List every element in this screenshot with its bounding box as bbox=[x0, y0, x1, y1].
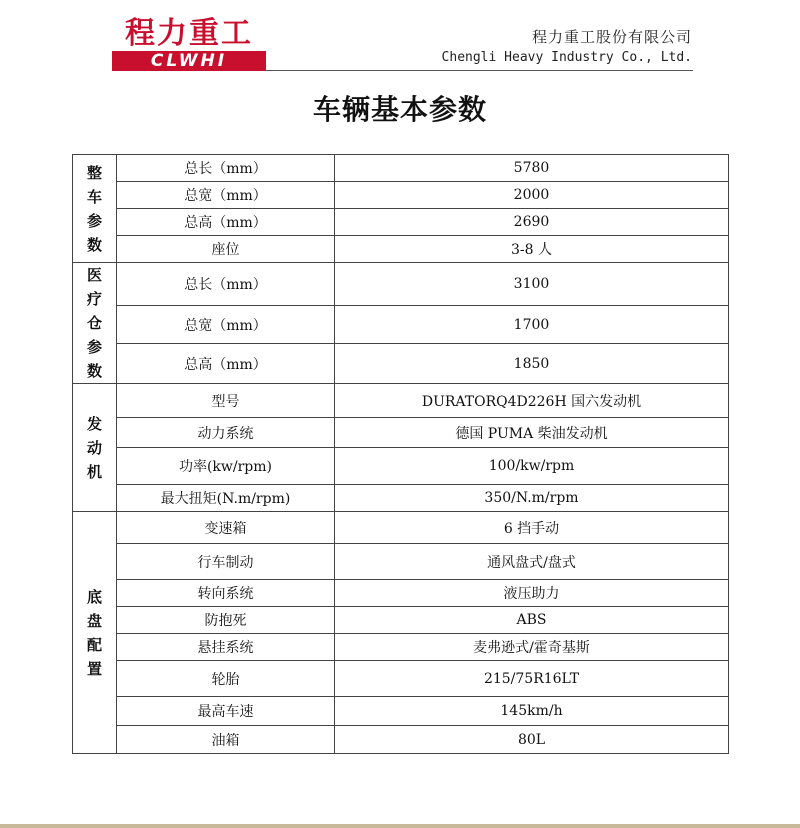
category-cell: 发动机 bbox=[73, 384, 117, 512]
param-value: DURATORQ4D226H 国六发动机 bbox=[335, 384, 729, 418]
param-label: 转向系统 bbox=[117, 580, 335, 607]
param-value: 麦弗逊式/霍奇基斯 bbox=[335, 634, 729, 661]
table-row bbox=[73, 344, 729, 384]
param-label: 动力系统 bbox=[117, 418, 335, 448]
table-row bbox=[73, 155, 729, 182]
param-label: 总高（mm） bbox=[117, 209, 335, 236]
param-value: 1850 bbox=[335, 344, 729, 384]
param-value: 3100 bbox=[335, 263, 729, 306]
category-cell: 底盘配置 bbox=[73, 512, 117, 754]
param-label: 轮胎 bbox=[117, 661, 335, 697]
table-row bbox=[73, 306, 729, 344]
param-value: 145km/h bbox=[335, 697, 729, 726]
param-value: 通风盘式/盘式 bbox=[335, 544, 729, 580]
table-row bbox=[73, 544, 729, 580]
param-value: 80L bbox=[335, 726, 729, 754]
spec-table bbox=[72, 154, 729, 754]
bottom-border-strip bbox=[0, 824, 800, 828]
table-row bbox=[73, 418, 729, 448]
table-row bbox=[73, 448, 729, 485]
category-cell: 医疗仓参数 bbox=[73, 263, 117, 384]
logo-chinese-text: 程力重工 bbox=[125, 16, 253, 51]
param-value: 350/N.m/rpm bbox=[335, 485, 729, 512]
table-row bbox=[73, 580, 729, 607]
param-label: 型号 bbox=[117, 384, 335, 418]
param-label: 总长（mm） bbox=[117, 263, 335, 306]
param-label: 功率(kw/rpm) bbox=[117, 448, 335, 485]
param-label: 座位 bbox=[117, 236, 335, 263]
table-row bbox=[73, 634, 729, 661]
param-value: 3-8 人 bbox=[335, 236, 729, 263]
param-label: 最大扭矩(N.m/rpm) bbox=[117, 485, 335, 512]
param-value: 6 挡手动 bbox=[335, 512, 729, 544]
header-divider bbox=[265, 70, 693, 71]
param-label: 行车制动 bbox=[117, 544, 335, 580]
param-label: 总宽（mm） bbox=[117, 182, 335, 209]
param-value: 1700 bbox=[335, 306, 729, 344]
page-header bbox=[0, 0, 800, 80]
param-label: 防抱死 bbox=[117, 607, 335, 634]
logo-english-text: CLWHI bbox=[112, 51, 266, 71]
param-label: 悬挂系统 bbox=[117, 634, 335, 661]
param-label: 最高车速 bbox=[117, 697, 335, 726]
param-value: 100/kw/rpm bbox=[335, 448, 729, 485]
table-row bbox=[73, 236, 729, 263]
param-value: 2000 bbox=[335, 182, 729, 209]
company-name-english: Chengli Heavy Industry Co., Ltd. bbox=[441, 50, 692, 65]
category-cell: 整车参数 bbox=[73, 155, 117, 263]
company-logo bbox=[112, 18, 266, 72]
table-row bbox=[73, 661, 729, 697]
param-label: 总高（mm） bbox=[117, 344, 335, 384]
table-row bbox=[73, 726, 729, 754]
table-row bbox=[73, 512, 729, 544]
param-label: 油箱 bbox=[117, 726, 335, 754]
table-row bbox=[73, 209, 729, 236]
table-row bbox=[73, 384, 729, 418]
param-label: 总长（mm） bbox=[117, 155, 335, 182]
table-row bbox=[73, 263, 729, 306]
param-value: 液压助力 bbox=[335, 580, 729, 607]
param-label: 变速箱 bbox=[117, 512, 335, 544]
param-value: 德国 PUMA 柴油发动机 bbox=[335, 418, 729, 448]
table-row bbox=[73, 485, 729, 512]
table-row bbox=[73, 182, 729, 209]
table-row bbox=[73, 697, 729, 726]
param-label: 总宽（mm） bbox=[117, 306, 335, 344]
param-value: 2690 bbox=[335, 209, 729, 236]
param-value: 215/75R16LT bbox=[335, 661, 729, 697]
table-row bbox=[73, 607, 729, 634]
param-value: 5780 bbox=[335, 155, 729, 182]
company-name-chinese: 程力重工股份有限公司 bbox=[531, 28, 692, 46]
param-value: ABS bbox=[335, 607, 729, 634]
document-title: 车辆基本参数 bbox=[312, 93, 487, 126]
